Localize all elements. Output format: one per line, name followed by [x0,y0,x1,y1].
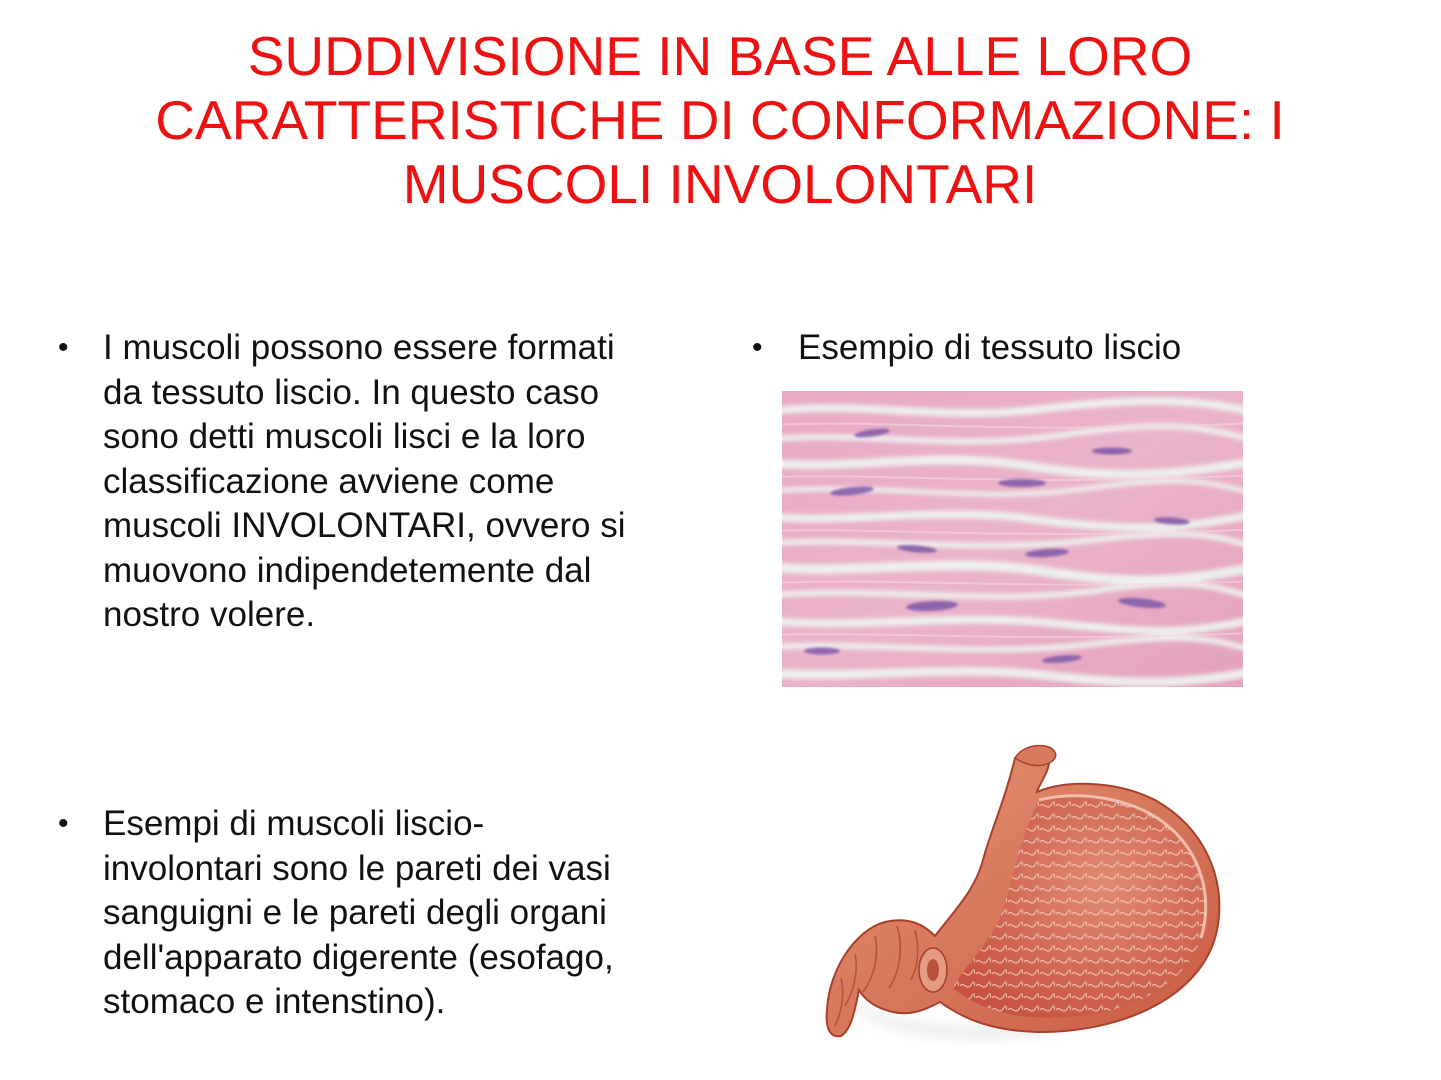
bullet-dot: • [58,807,69,840]
bullet-line: classificazione avviene come [103,461,555,501]
stomach-image [815,740,1255,1045]
smooth-muscle-tissue-image [782,391,1243,687]
bullet-line: stomaco e intenstino). [103,982,446,1021]
bullet-text [58,326,626,638]
bullet-line: involontari sono le pareti dei vasi [103,848,611,888]
slide-title-line: SUDDIVISIONE IN BASE ALLE LORO [247,25,1193,87]
bullet-dot: • [752,331,763,364]
bullet-line: muovono indipendetemente dal [103,550,592,590]
bullet-line: sanguigni e le pareti degli organi [103,893,607,932]
bullet-line: dell'apparato digerente (esofago, [103,937,614,977]
bullet-smooth-muscle-examples [58,802,614,1025]
slide-title-line: CARATTERISTICHE DI CONFORMAZIONE: I [155,89,1285,151]
bullet-line: da tessuto liscio. In questo caso [103,372,600,412]
slide-title-line: MUSCOLI INVOLONTARI [402,153,1038,215]
bullet-dot: • [58,331,69,364]
bullet-text [752,326,1181,371]
bullet-line: Esempi di muscoli liscio- [103,804,485,843]
bullet-text [58,802,614,1025]
slide-title [60,24,1380,216]
bullet-line: I muscoli possono essere formati [103,328,615,367]
bullet-smooth-muscle-definition [58,326,626,638]
bullet-line: Esempio di tessuto liscio [798,328,1182,367]
bullet-line: sono detti muscoli lisci e la loro [103,417,586,456]
bullet-tissue-example [752,326,1181,371]
bullet-line: nostro volere. [103,595,316,634]
bullet-line: muscoli INVOLONTARI, ovvero si [103,506,626,545]
